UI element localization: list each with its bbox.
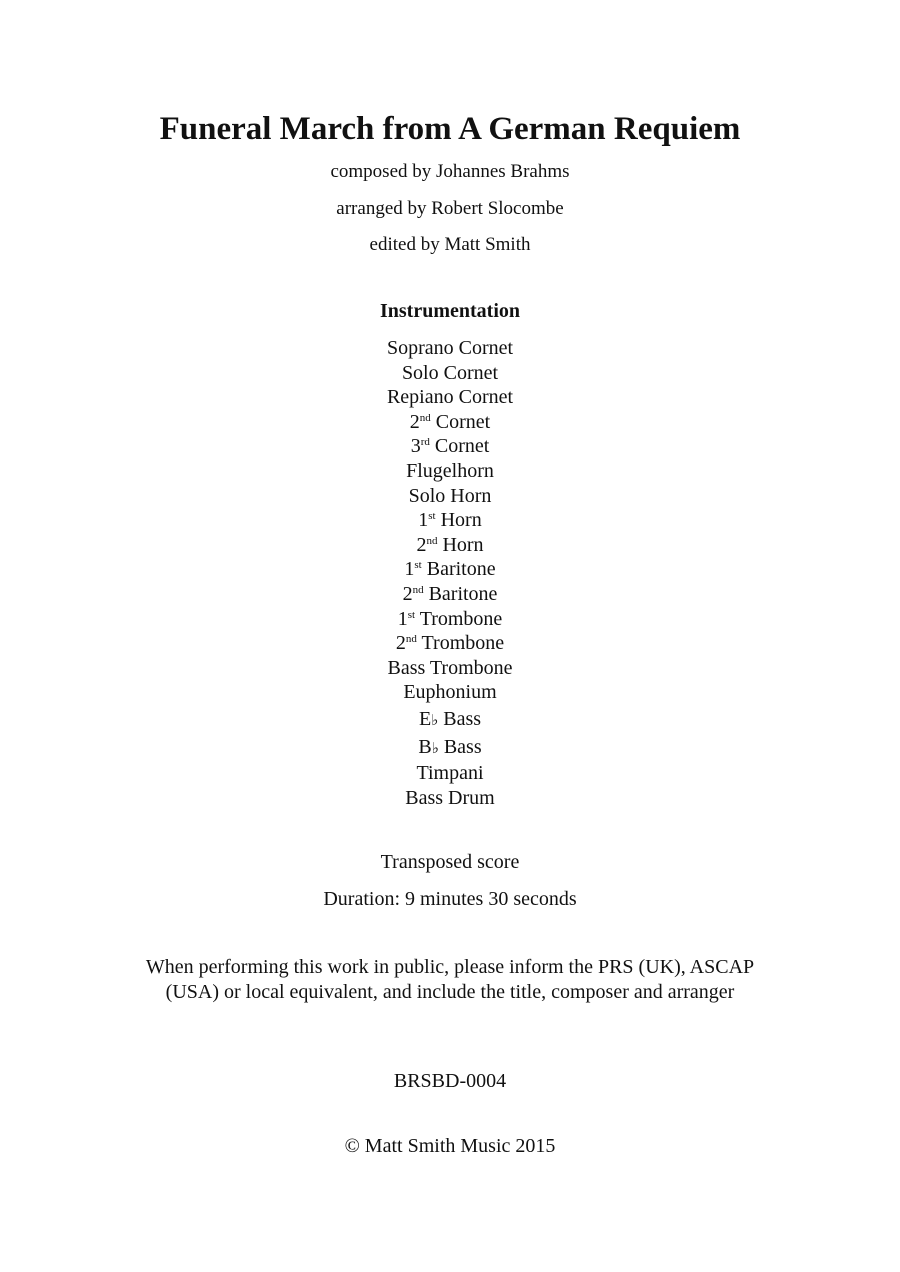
instrument-name: Trombone bbox=[419, 607, 503, 630]
instrument-item bbox=[0, 410, 900, 435]
score-type: Transposed score bbox=[380, 851, 520, 873]
instrument-name: Cornet bbox=[435, 410, 491, 433]
instrument-item bbox=[0, 607, 900, 632]
instrument-item bbox=[0, 361, 900, 386]
instrument-item bbox=[0, 582, 900, 607]
instrument-name: Flugelhorn bbox=[406, 459, 494, 482]
instrument-name: Repiano Cornet bbox=[386, 386, 514, 409]
instrument-name: Solo Cornet bbox=[401, 361, 499, 384]
instrument-name: Bass Trombone bbox=[387, 656, 513, 679]
composer-credit: composed by Johannes Brahms bbox=[330, 161, 570, 182]
performance-notice: When performing this work in public, please inform the PRS (UK), ASCAP (USA) or local equivalent, and include the title, composer and arranger bbox=[145, 956, 755, 1003]
instrument-name: Trombone bbox=[421, 632, 505, 655]
editor-credit: edited by Matt Smith bbox=[369, 234, 531, 255]
flat-sign: ♭ bbox=[431, 710, 439, 729]
ordinal-suffix: nd bbox=[419, 411, 431, 424]
instrument-name: Horn bbox=[440, 509, 482, 532]
instrument-prefix: 1 bbox=[397, 607, 408, 630]
instrument-prefix: 2 bbox=[402, 582, 413, 605]
instrument-name: Bass Drum bbox=[405, 786, 495, 809]
instrument-item bbox=[0, 508, 900, 533]
instrument-item bbox=[0, 434, 900, 459]
ordinal-suffix: rd bbox=[420, 436, 430, 449]
instrument-prefix: 1 bbox=[404, 558, 415, 581]
instrument-name: Solo Horn bbox=[408, 484, 492, 507]
ordinal-suffix: st bbox=[407, 608, 416, 621]
ordinal-suffix: nd bbox=[405, 633, 417, 646]
instrument-item bbox=[0, 459, 900, 484]
instrument-prefix: 2 bbox=[416, 533, 427, 556]
ordinal-suffix: st bbox=[414, 559, 422, 572]
instrument-item bbox=[0, 631, 900, 656]
instrument-name: Timpani bbox=[416, 761, 484, 784]
instrument-prefix: 3 bbox=[410, 435, 421, 458]
instrument-item bbox=[0, 761, 900, 786]
ordinal-suffix: st bbox=[428, 510, 436, 523]
arranger-credit: arranged by Robert Slocombe bbox=[336, 198, 564, 219]
instrument-item bbox=[0, 484, 900, 509]
instrument-name: Bass bbox=[443, 735, 482, 758]
instrument-item bbox=[0, 385, 900, 410]
instrument-item bbox=[0, 533, 900, 558]
ordinal-suffix: nd bbox=[412, 583, 424, 596]
instrument-prefix: 1 bbox=[418, 509, 429, 532]
instrumentation-heading: Instrumentation bbox=[379, 300, 520, 322]
instrument-prefix: 2 bbox=[395, 632, 406, 655]
instrument-prefix: B bbox=[418, 735, 432, 758]
instrument-item bbox=[0, 336, 900, 361]
copyright-notice: © Matt Smith Music 2015 bbox=[344, 1135, 556, 1157]
instrument-list bbox=[0, 336, 900, 810]
flat-sign: ♭ bbox=[431, 738, 439, 757]
instrument-name: Euphonium bbox=[403, 681, 497, 704]
instrument-item bbox=[0, 680, 900, 705]
instrument-item bbox=[0, 733, 900, 761]
instrument-item bbox=[0, 786, 900, 811]
catalogue-number: BRSBD-0004 bbox=[393, 1070, 507, 1092]
instrument-prefix: E bbox=[418, 707, 432, 730]
ordinal-suffix: nd bbox=[426, 534, 438, 547]
instrument-name: Horn bbox=[442, 533, 484, 556]
instrument-item bbox=[0, 656, 900, 681]
duration: Duration: 9 minutes 30 seconds bbox=[323, 888, 577, 910]
instrument-name: Bass bbox=[443, 707, 482, 730]
instrument-name: Soprano Cornet bbox=[386, 337, 514, 359]
instrument-prefix: 2 bbox=[409, 410, 420, 433]
instrument-name: Cornet bbox=[434, 435, 490, 458]
instrument-name: Baritone bbox=[426, 558, 496, 581]
instrument-item bbox=[0, 557, 900, 582]
page-title: Funeral March from A German Requiem bbox=[159, 111, 741, 147]
instrument-name: Baritone bbox=[428, 582, 498, 605]
instrument-item bbox=[0, 705, 900, 733]
